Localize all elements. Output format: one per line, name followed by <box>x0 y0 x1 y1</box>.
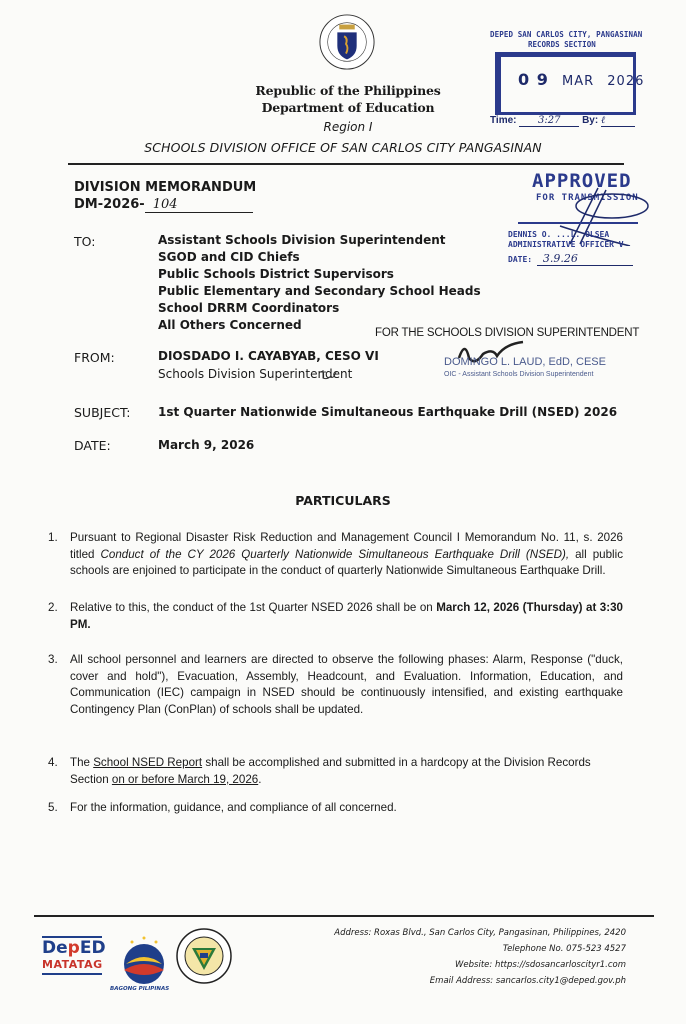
republic-line: Republic of the Philippines <box>255 83 441 98</box>
date-label: DATE: <box>74 438 111 453</box>
recipient-item: Assistant Schools Division Superintendent <box>158 233 446 247</box>
item-number: 2. <box>48 601 58 614</box>
deadline: on or before March 19, 2026 <box>111 772 259 786</box>
memo-title-ref: Conduct of the CY 2026 Quarterly Nationwide Simultaneous Earthquake Drill (NSED), <box>100 547 570 561</box>
from-name: DIOSDADO I. CAYABYAB, CESO VI <box>158 349 379 363</box>
records-stamp-org: DEPED SAN CARLOS CITY, PANGASINAN <box>490 30 643 39</box>
particular-item-5 <box>48 800 623 817</box>
deped-part: De <box>42 938 68 958</box>
time-label: Time: <box>490 115 517 126</box>
header-divider <box>68 163 624 165</box>
item-text: All school personnel and learners are directed to observe the following phases: Alarm, Response ("duck, cover and hold"), Evacuation, Assembly, Headcount, and Evaluation. Information, Education, and Communication (IEC) campaign in NSED should be continuously intensified, and existing earthquake Contingency Plan (ConPlan) of schools shall be updated. <box>70 653 623 716</box>
oic-name: DOMINGO L. LAUD, EdD, CESE <box>444 356 606 368</box>
logo-bar <box>42 973 102 975</box>
approved-date-label: DATE: <box>508 255 533 264</box>
sdo-seal-icon <box>176 928 232 984</box>
item-text-part: Relative to this, the conduct of the 1st Quarter NSED 2026 shall be on <box>70 601 437 614</box>
footer-contact <box>334 925 626 989</box>
oic-header: FOR THE SCHOOLS DIVISION SUPERINTENDENT <box>375 327 640 339</box>
deped-part: ED <box>79 938 106 958</box>
stamp-month: MAR <box>561 74 595 89</box>
deped-matatag-logo <box>42 936 106 975</box>
oic-title: OIC - Assistant Schools Division Superintendent <box>444 371 594 378</box>
to-label: TO: <box>74 234 96 249</box>
approved-stamp-name: DENNIS O. ...L. OLSEA <box>508 230 610 239</box>
department-line: Department of Education <box>261 100 435 115</box>
deped-part: p <box>67 938 80 958</box>
item-text-part: The <box>70 756 94 769</box>
stamp-year: 2026 <box>607 74 645 89</box>
recipient-item: Public Schools District Supervisors <box>158 267 394 281</box>
item-number: 1. <box>48 531 58 544</box>
deped-seal-icon <box>318 13 376 71</box>
drill-schedule: March 12, 2026 (Thursday) at 3:30 PM. <box>70 601 623 631</box>
bagong-pilipinas-label: BAGONG PILIPINAS <box>110 986 170 992</box>
deped-wordmark <box>42 938 106 958</box>
item-text <box>70 755 623 788</box>
records-stamp-time-row <box>490 115 635 127</box>
bagong-pilipinas-icon <box>118 934 170 986</box>
item-text-part: Pursuant to Regional Disaster Risk Reduction and Management Council I Memorandum No. 11, s. 2026 titled <box>70 531 623 561</box>
stamp-day: 0 9 <box>518 70 549 89</box>
from-title: Schools Division Superintendent <box>158 367 353 381</box>
subject-label: SUBJECT: <box>74 405 131 420</box>
recipient-item: All Others Concerned <box>158 318 302 332</box>
approved-date-value: 3.9.26 <box>537 252 633 266</box>
memo-number-value: 104 <box>145 197 253 213</box>
time-value: 3:27 <box>519 115 579 127</box>
item-text-part: . <box>258 772 262 786</box>
footer-divider <box>34 915 654 917</box>
particular-item-3 <box>48 652 623 718</box>
recipient-list <box>158 232 481 334</box>
records-stamp-section: RECORDS SECTION <box>528 40 596 49</box>
item-text <box>70 600 623 633</box>
item-text-part: all public schools are enjoined to participate in the conduct of quarterly Nationwide Simultaneous Earthquake Drill. <box>70 547 623 577</box>
item-text: For the information, guidance, and compliance of all concerned. <box>70 801 397 814</box>
report-name: School NSED Report <box>93 756 203 769</box>
memo-number <box>74 197 253 213</box>
approved-stamp-date-row <box>508 252 633 266</box>
item-number: 5. <box>48 801 58 814</box>
records-stamp-date <box>518 70 644 89</box>
particular-item-1 <box>48 530 623 580</box>
approved-stamp-subtitle: FOR TRANSMISSION <box>536 193 639 203</box>
matatag-wordmark: MATATAG <box>42 958 103 971</box>
region-line: Region I <box>323 120 373 134</box>
approved-stamp-title: APPROVED <box>532 170 632 192</box>
memo-number-prefix: DM-2026- <box>74 197 145 212</box>
subject-value: 1st Quarter Nationwide Simultaneous Earthquake Drill (NSED) 2026 <box>158 405 618 419</box>
recipient-item: School DRRM Coordinators <box>158 301 340 315</box>
footer-address: Address: Roxas Blvd., San Carlos City, Pangasinan, Philippines, 2420 <box>334 928 626 938</box>
footer-website[interactable]: Website: https://sdosancarloscityr1.com <box>455 960 626 970</box>
approved-stamp-position: ADMINISTRATIVE OFFICER V <box>508 240 624 249</box>
footer-telephone: Telephone No. 075-523 4527 <box>502 944 626 954</box>
particular-item-2 <box>48 600 623 633</box>
date-value: March 9, 2026 <box>158 438 255 452</box>
particular-item-4 <box>48 755 623 788</box>
item-number: 4. <box>48 756 58 769</box>
by-value: ℓ <box>601 115 635 127</box>
footer-email[interactable]: Email Address: sancarlos.city1@deped.gov.ph <box>429 976 626 986</box>
initial-signature-icon <box>318 368 338 382</box>
item-text <box>70 530 623 580</box>
approved-stamp-line <box>518 222 638 224</box>
particulars-heading: PARTICULARS <box>295 493 391 508</box>
recipient-item: SGOD and CID Chiefs <box>158 250 300 264</box>
office-name: SCHOOLS DIVISION OFFICE OF SAN CARLOS CITY PANGASINAN <box>144 140 542 155</box>
item-text-part: shall be accomplished and submitted in a hardcopy at the Division Records Section <box>70 756 591 786</box>
by-label: By: <box>582 115 599 126</box>
recipient-item: Public Elementary and Secondary School Heads <box>158 284 481 298</box>
from-label: FROM: <box>74 350 115 365</box>
memo-title: DIVISION MEMORANDUM <box>74 180 257 195</box>
item-number: 3. <box>48 653 58 666</box>
